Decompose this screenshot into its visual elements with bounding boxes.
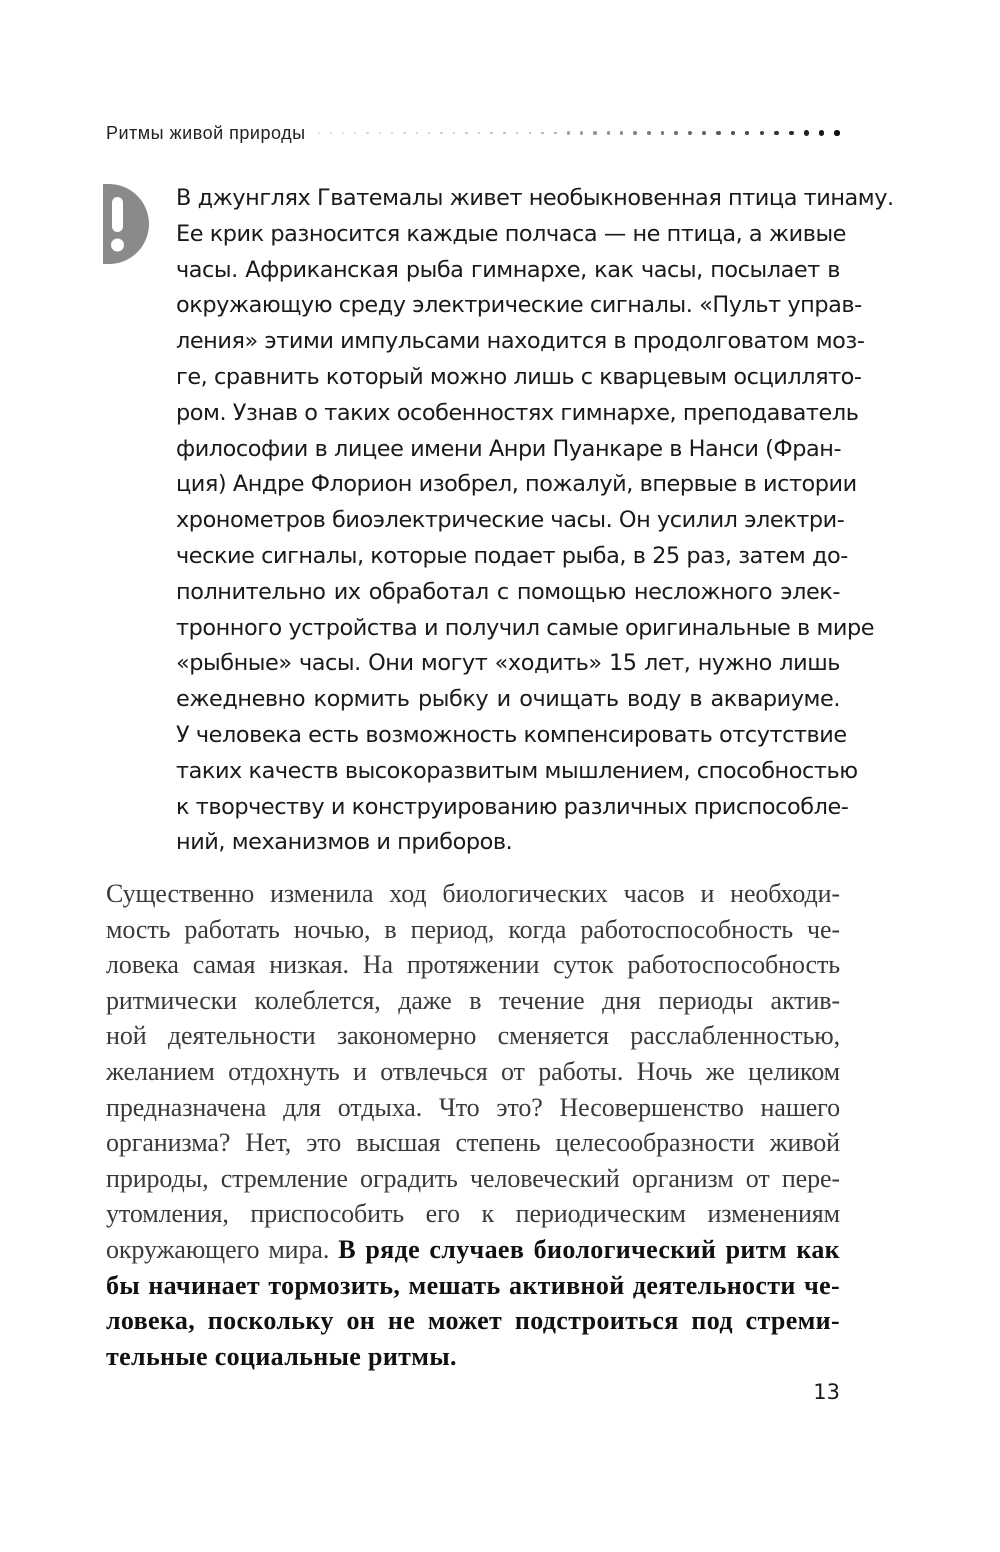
header-dot — [633, 131, 637, 135]
header-dot — [330, 132, 332, 134]
header-dot — [379, 132, 381, 134]
body-line: утомления, приспособить его к периодическим изменениям — [106, 1199, 840, 1229]
body-line: предназначена для отдыха. Что это? Несовершенство нашего — [106, 1092, 840, 1122]
callout-line: «рыбные» часы. Они могут «ходить» 15 лет, нужно лишь — [176, 650, 840, 677]
emphasis-line: ловека, поскольку он не может подстроиться под стреми- — [106, 1306, 840, 1336]
header-dot — [318, 132, 320, 134]
header-dot — [465, 132, 468, 135]
body-line: ной деятельности закономерно сменяется расслабленностью, — [106, 1021, 840, 1051]
header-dot — [819, 130, 824, 135]
header-dot — [403, 132, 405, 134]
body-line: организма? Нет, это высшая степень целесообразности живой — [106, 1128, 840, 1158]
exclamation-icon — [103, 184, 149, 264]
header-dot — [647, 131, 651, 135]
body-paragraph — [106, 876, 840, 1374]
header-dot — [620, 131, 623, 134]
callout-line: таких качеств высокоразвитым мышлением, способностью — [176, 757, 858, 784]
callout-line: к творчеству и конструированию различных приспособле- — [176, 793, 849, 820]
body-line: ловека самая низкая. На протяжении суток работоспособность — [106, 950, 840, 980]
callout-line: Ее крик разносится каждые полчаса — не птица, а живые — [176, 220, 846, 247]
header-dot — [567, 131, 570, 134]
callout-line: ром. Узнав о таких особенностях гимнархе, преподаватель — [176, 399, 859, 426]
header-dot — [661, 131, 665, 135]
emphasis-line: бы начинает тормозить, мешать активной деятельности че- — [106, 1270, 840, 1300]
callout-line: тронного устройства и получил самые оригинальные в мире — [176, 614, 875, 641]
header-dot — [416, 132, 418, 134]
header-dot — [529, 132, 532, 135]
header-dot — [745, 131, 749, 135]
header-dot — [716, 131, 720, 135]
callout-text — [176, 181, 894, 861]
header-dot — [789, 131, 794, 136]
callout-line: окружающую среду электрические сигналы. «Пульт управ- — [176, 292, 862, 319]
callout-line: В джунглях Гватемалы живет необыкновенная птица тинаму. — [176, 185, 894, 211]
header-dot — [516, 132, 519, 135]
header-dot — [593, 131, 596, 134]
header-dot — [541, 132, 544, 135]
header-dot — [478, 132, 481, 135]
body-text-regular: окружающего мира. — [106, 1234, 339, 1264]
body-line: ритмически колеблется, даже в течение дня периоды актив- — [106, 985, 840, 1015]
exclamation-badge — [103, 184, 149, 264]
header-dot — [342, 132, 344, 134]
callout-line: часы. Африканская рыба гимнархе, как часы, посылает в — [176, 256, 840, 283]
body-line: Существенно изменила ход биологических часов и необходи- — [106, 879, 840, 908]
running-header — [106, 118, 840, 148]
emphasis-text: В ряде случаев биологический ритм как — [338, 1234, 840, 1264]
callout-line: ге, сравнить который можно лишь с кварцевым осциллято- — [176, 363, 862, 390]
header-dot — [674, 131, 678, 135]
header-dot — [688, 131, 692, 135]
header-dot — [366, 132, 368, 134]
callout-line: полнительно их обработал с помощью несложного элек- — [176, 578, 840, 605]
callout-line: хронометров биоэлектрические часы. Он усилил электри- — [176, 507, 845, 534]
page-number: 13 — [813, 1380, 840, 1404]
callout-line: У человека есть возможность компенсировать отсутствие — [176, 721, 847, 748]
header-dot — [503, 132, 506, 135]
header-dot — [607, 131, 610, 134]
header-dot — [702, 131, 706, 135]
body-line: желанием отдохнуть и отвлечься от работы. Ночь же целиком — [106, 1056, 840, 1086]
callout-line: философии в лицее имени Анри Пуанкаре в Нанси (Фран- — [176, 435, 842, 462]
header-dot — [774, 131, 779, 136]
callout-line: ежедневно кормить рыбку и очищать воду в аквариуме. — [176, 686, 840, 713]
header-dot — [490, 132, 493, 135]
body-line: мость работать ночью, в период, когда работоспособность че- — [106, 914, 840, 944]
body-line: природы, стремление оградить человеческий организм от пере- — [106, 1163, 840, 1193]
header-dot — [804, 130, 809, 135]
running-title: Ритмы живой природы — [106, 122, 306, 143]
callout-line: ческие сигналы, которые подает рыба, в 25 раз, затем до- — [176, 542, 848, 569]
emphasis-line: тельные социальные ритмы. — [106, 1341, 457, 1371]
callout-line: ний, механизмов и приборов. — [176, 829, 513, 856]
header-dot — [834, 130, 839, 135]
header-dot — [440, 132, 442, 134]
header-dot — [554, 132, 557, 135]
body-line-mixed — [106, 1232, 840, 1268]
header-dot — [391, 132, 393, 134]
header-dot — [453, 132, 455, 134]
callout-line: ция) Андре Флорион изобрел, пожалуй, впервые в истории — [176, 471, 857, 498]
header-dot — [580, 131, 583, 134]
header-dot — [354, 132, 356, 134]
header-dot — [731, 131, 735, 135]
header-dot — [428, 132, 430, 134]
callout-line: ления» этими импульсами находится в продолговатом моз- — [176, 328, 865, 355]
header-dot-leader — [318, 128, 840, 138]
header-dot — [760, 131, 765, 136]
